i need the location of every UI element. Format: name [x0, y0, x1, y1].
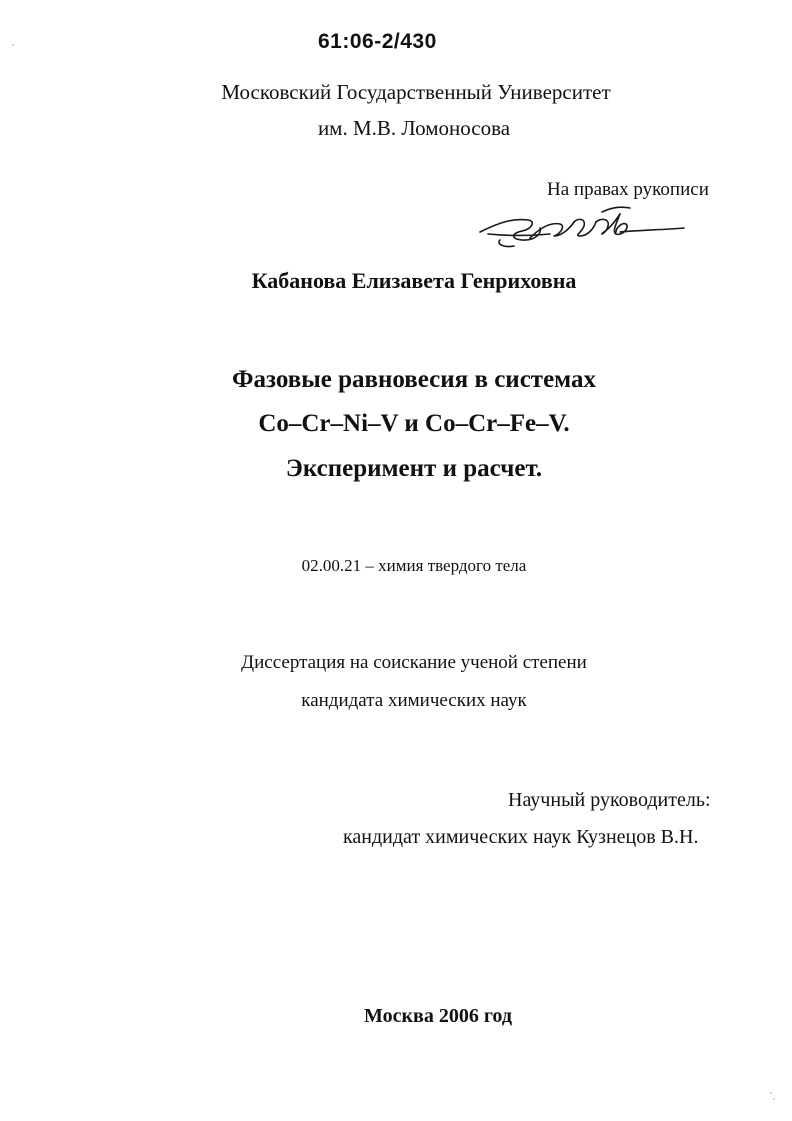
city-year: Москва 2006 год	[364, 1005, 512, 1027]
title-line-3: Эксперимент и расчет.	[285, 455, 543, 482]
scan-speck	[770, 1092, 772, 1094]
title-line-2: Co–Cr–Ni–V и Co–Cr–Fe–V.	[258, 410, 570, 437]
archive-code: 61:06-2/430	[318, 30, 437, 53]
university-name-line: им. М.В. Ломоносова	[317, 116, 511, 140]
scan-speck	[12, 44, 14, 46]
signature-icon	[470, 198, 690, 256]
title-line-1: Фазовые равновесия в системах	[231, 366, 597, 393]
university-line: Московский Государственный Университет	[221, 80, 611, 104]
scan-speck	[773, 1098, 775, 1100]
specialty-code: 02.00.21 – химия твердого тела	[301, 556, 527, 575]
manuscript-rights-note: На правах рукописи	[547, 179, 709, 200]
author-name: Кабанова Елизавета Генриховна	[251, 268, 577, 293]
degree-statement-line-1: Диссертация на соискание ученой степени	[241, 652, 587, 673]
supervisor-label: Научный руководитель:	[508, 789, 711, 811]
degree-statement-line-2: кандидата химических наук	[301, 690, 527, 711]
supervisor-name: кандидат химических наук Кузнецов В.Н.	[343, 826, 699, 848]
